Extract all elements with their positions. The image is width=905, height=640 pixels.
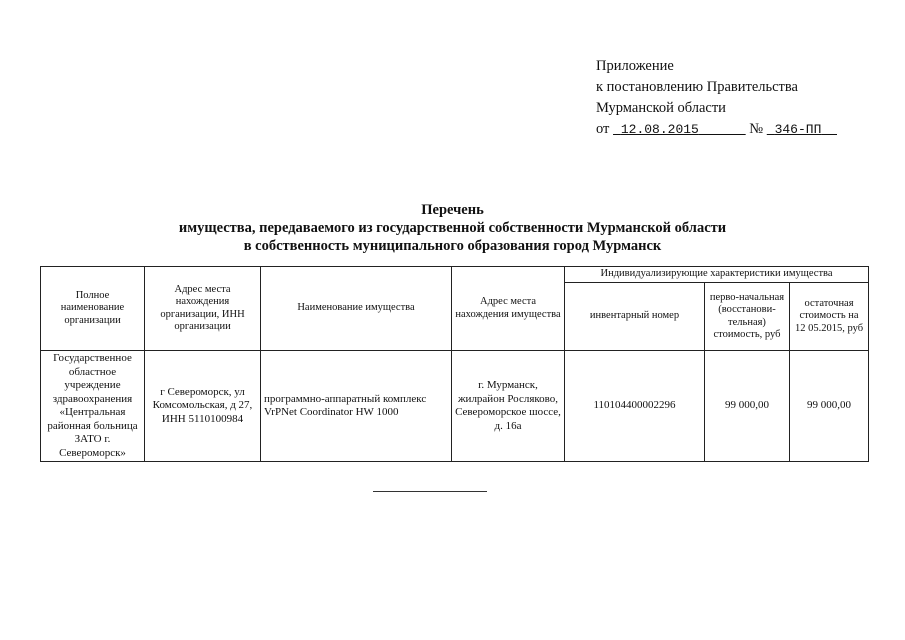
appendix-line-1: Приложение: [596, 58, 674, 74]
appendix-line-3: Мурманской области: [596, 100, 726, 116]
appendix-line-2: к постановлению Правительства: [596, 79, 798, 95]
title-line-2: имущества, передаваемого из государственной собственности Мурманской области: [178, 220, 727, 236]
cell-org-address: г Североморск, ул Комсомольская, д 27, ИНН 5110100984: [145, 351, 261, 462]
table-row: [41, 351, 869, 462]
document-title: [0, 201, 905, 255]
header-inventory-number: инвентарный номер: [565, 283, 705, 351]
header-org-name: Полное наименование организации: [41, 267, 145, 351]
header-residual-cost: остаточная стоимость на 12 05.2015, руб: [790, 283, 869, 351]
header-group: Индивидуализирующие характеристики имущества: [565, 267, 869, 283]
cell-property-name: программно-аппаратный комплекс VrPNet Coordinator HW 1000: [261, 351, 452, 462]
closing-separator-line: [373, 491, 487, 492]
date-prefix: от: [596, 121, 610, 137]
title-line-1: Перечень: [421, 202, 484, 218]
appendix-block: [596, 56, 837, 140]
cell-inventory-number: 110104400002296: [565, 351, 705, 462]
appendix-date-line: [596, 119, 837, 140]
header-property-address: Адрес места нахождения имущества: [452, 267, 565, 351]
header-org-address: Адрес места нахождения организации, ИНН организации: [145, 267, 261, 351]
appendix-number: 346-ПП: [774, 122, 822, 137]
header-property-name: Наименование имущества: [261, 267, 452, 351]
header-initial-cost: перво-начальная (восстанови-тельная) стоимость, руб: [705, 283, 790, 351]
property-table: [40, 266, 869, 462]
cell-org-name: Государственное областное учреждение здравоохранения «Центральная районная больница ЗАТО г. Североморск»: [41, 351, 145, 462]
cell-property-address: г. Мурманск, жилрайон Росляково, Североморское шоссе, д. 16а: [452, 351, 565, 462]
cell-initial-cost: 99 000,00: [705, 351, 790, 462]
title-line-3: в собственность муниципального образования город Мурманск: [243, 238, 662, 254]
cell-residual-cost: 99 000,00: [790, 351, 869, 462]
appendix-date: 12.08.2015: [620, 122, 699, 137]
number-prefix: №: [749, 121, 764, 137]
